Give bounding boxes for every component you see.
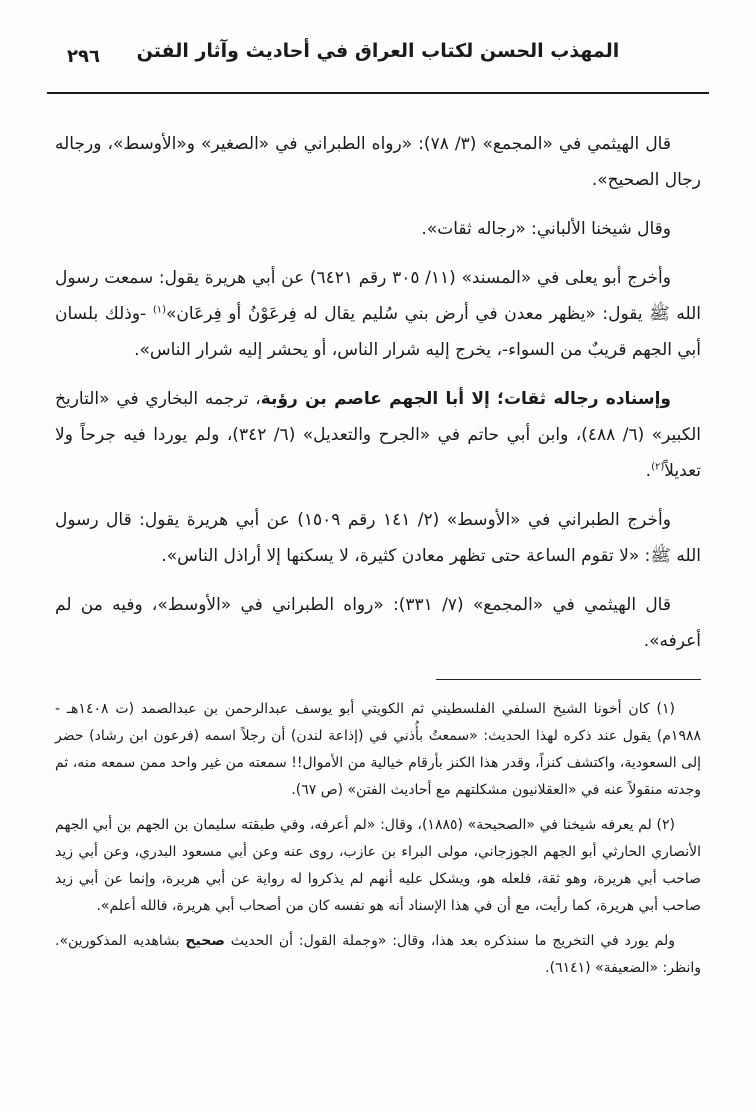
text-run: قال الهيثمي في «المجمع» (٧/ ٣٣١): «رواه الطبراني في «الأوسط»، وفيه من لم أعرفه».: [55, 595, 701, 651]
body-paragraph: [55, 587, 701, 659]
text-run: (١) كان أخونا الشيخ السلفي الفلسطيني ثم الكويتي أبو يوسف عبدالرحمن بن عبدالصمد (ت ١٤٠٨هـ - ١٩٨٨م) يقول عند ذكره لهذا الحديث: «سمعتُ بأُذني في (إذاعة لندن) أن رجلاً اسمه (فرعون ابن رشاد) حضر إلى السعودية، واكتشف كنزاً، وقدر هذا الكنز بأرقام خيالية من الأموال!! سمعته من غير واحد ممن سمعه منه، ثم وجدته منقولاً عنه في «العقلانيون مشكلتهم مع أحاديث الفتن» (ص ٦٧).: [55, 701, 701, 798]
body-paragraph: [55, 260, 701, 368]
footnote-paragraph: [55, 928, 701, 982]
body-paragraph: [55, 502, 701, 574]
text-run: صحيح: [185, 933, 225, 949]
text-run: ولم يورد في التخريج ما سنذكره بعد هذا، وقال: «وجملة القول: أن الحديث: [224, 933, 675, 949]
header-divider: [47, 92, 709, 94]
text-run: .: [645, 461, 652, 481]
body-paragraph: [55, 211, 701, 247]
text-run: وأخرج أبو يعلى في «المسند» (١١/ ٣٠٥ رقم ٦٤٢١) عن أبي هريرة يقول: سمعت رسول الله ﷺ يقول: «يظهر معدن في أرض بني سُليم يقال له فِرعَوْنُ أو فِرعَان»: [55, 268, 701, 324]
footnote-marker: (١): [152, 304, 166, 316]
text-run: وأخرج الطبراني في «الأوسط» (٢/ ١٤١ رقم ١٥٠٩) عن أبي هريرة يقول: قال رسول الله ﷺ: «لا تقوم الساعة حتى تظهر معادن كثيرة، لا يسكنها إلا أراذل الناس».: [55, 510, 701, 566]
text-run: ، ترجمه البخاري في «التاريخ الكبير» (٦/ ٤٨٨)، وابن أبي حاتم في «الجرح والتعديل» (٦/ ٣٤٢)، ولم يوردا فيه جرحاً ولا تعديلاً: [55, 389, 702, 481]
footnote-marker: (٢): [651, 461, 665, 473]
text-run: بشاهديه المذكورين». وانظر: «الضعيفة» (٦١٤١).: [55, 933, 701, 976]
body-paragraph: [55, 126, 701, 198]
footnote-paragraph: [55, 812, 701, 920]
book-title-calligraphy: المهذب الحسن لكتاب العراق في أحاديث وآثار الفتن: [136, 40, 620, 62]
footnotes: [55, 696, 701, 982]
footnote-divider: [436, 679, 701, 680]
text-run: وقال شيخنا الألباني: «رجاله ثقات».: [421, 219, 671, 239]
footnote-paragraph: [55, 696, 701, 804]
body-paragraphs: [55, 126, 701, 659]
text-run: قال الهيثمي في «المجمع» (٣/ ٧٨): «رواه الطبراني في «الصغير» و«الأوسط»، ورجاله رجال الصحيح».: [55, 134, 701, 190]
text-run: وإسناده رجاله ثقات؛ إلا أبا الجهم عاصم بن رؤبة: [260, 389, 671, 409]
text-run: (٢) لم يعرفه شيخنا في «الصحيحة» (١٨٨٥)، وقال: «لم أعرفه، وفي طبقته سليمان بن الجهم بن أبي الجهم الأنصاري الحارثي أبو الجهم الجوزجاني، مولى البراء بن عازب، روى عنه وعن أبي مسعود البدري، وعن أبي زيد صاحب أبي هريرة، وهو ثقة، فلعله هو، ويشكل عليه أنهم لم يذكروا له رواية عن أبي هريرة، وإنما عن أبي زيد صاحب أبي هريرة، كما رأيت، مع أن في هذا الإسناد أنه هو نفسه كان من أصحاب أبي هريرة، فالله أعلم».: [55, 817, 701, 914]
page-number: ٢٩٦: [67, 46, 100, 67]
page-header: [55, 0, 701, 92]
text-run: -وذلك بلسان أبي الجهم قريبٌ من السواء-، يخرج إليه شرار الناس، أو يحشر إليه شرار الناس».: [55, 304, 701, 360]
body-paragraph: [55, 381, 701, 489]
